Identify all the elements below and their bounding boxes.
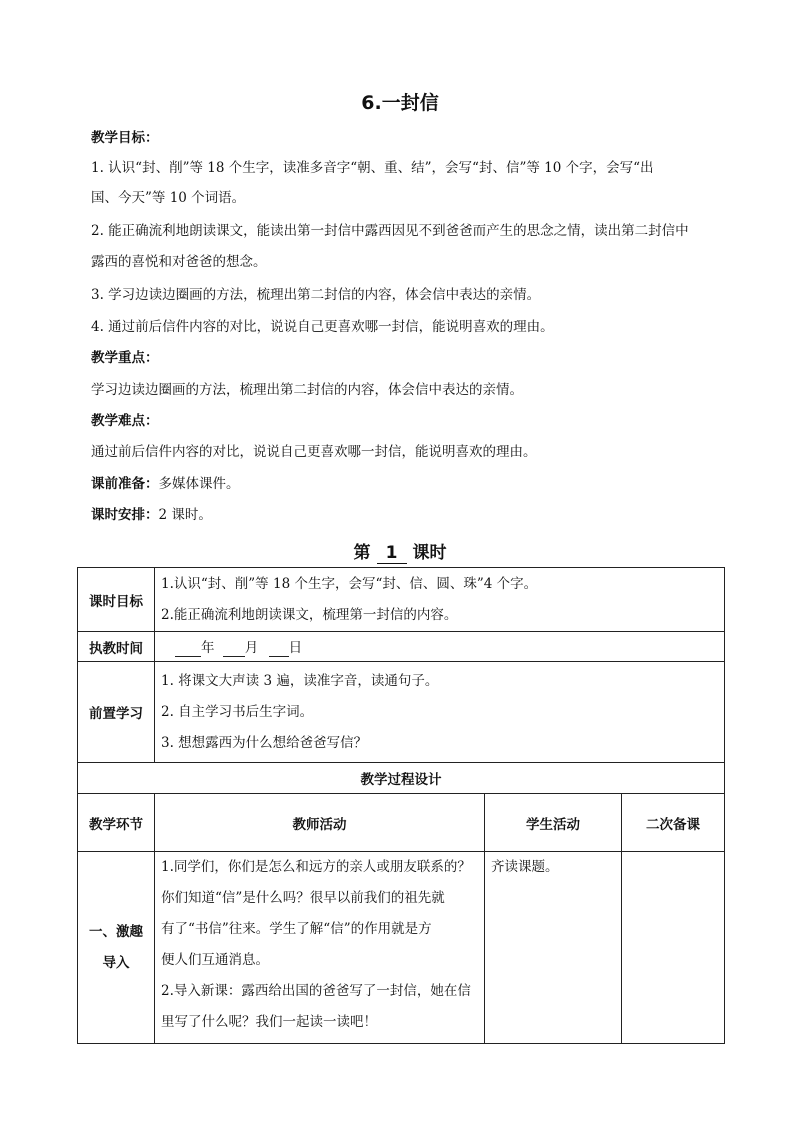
teacher-line-2: 你们知道“信”是什么吗？很早以前我们的祖先就 [161,890,445,906]
time-label: 执教时间 [78,632,155,662]
schedule-line [91,503,731,523]
pre-study-line-3: 3. 想想露西为什么想给爸爸写信？ [161,734,368,751]
header-student: 学生活动 [485,794,622,852]
header-notes: 二次备课 [622,794,725,852]
goal-content [155,568,725,632]
lesson-plan-table [77,567,725,1044]
header-stage: 教学环节 [78,794,155,852]
goal-item-4: 4. 通过前后信件内容的对比，说说自己更喜欢哪一封信，能说明喜欢的理由。 [91,319,554,335]
stage-cell [78,852,155,1044]
goal-item-2-line-1: 2. 能正确流利地朗读课文，能读出第一封信中露西因见不到爸爸而产生的思念之情，读出第二封信中 [91,223,689,239]
process-row [78,852,725,1044]
lesson-title [0,538,800,564]
pre-study-label: 前置学习 [78,662,155,763]
day-blank [269,640,289,657]
teacher-line-6: 里写了什么呢？我们一起读一读吧！ [161,1014,377,1030]
preparation-label: 课前准备： [91,476,159,492]
difficulties-text: 通过前后信件内容的对比，说说自己更喜欢哪一封信，能说明喜欢的理由。 [91,444,537,460]
goal-label: 课时目标 [78,568,155,632]
teacher-line-3: 有了“书信”往来。学生了解“信”的作用就是方 [161,921,432,937]
goal-line-2: 2.能正确流利地朗读课文，梳理第一封信的内容。 [161,606,458,623]
time-content [155,632,725,662]
page-title: 6.一封信 [361,92,439,114]
teacher-line-4: 便人们互通消息。 [161,952,269,968]
process-header-row [78,794,725,852]
pre-study-content [155,662,725,763]
year-blank [175,640,201,657]
lesson-suffix: 课时 [412,543,447,563]
key-points-text: 学习边读边圈画的方法，梳理出第二封信的内容，体会信中表达的亲情。 [91,382,523,398]
pre-study-line-2: 2. 自主学习书后生字词。 [161,703,314,720]
teacher-line-1: 1.同学们，你们是怎么和远方的亲人或朋友联系的？ [161,859,471,875]
schedule-value: 2 课时。 [158,507,212,523]
teacher-activity-cell [155,852,485,1044]
student-activity-cell [485,852,622,1044]
time-row [78,632,725,662]
goal-item-1-line-1: 1. 认识“封、削”等 18 个生字，读准多音字“朝、重、结”，会写“封、信”等 10 个字，会写“出 [91,160,654,176]
difficulties-heading: 教学难点： [91,413,159,429]
stage-line-1: 一、激趣 [89,923,143,940]
preparation-line [91,472,731,492]
month-label: 月 [244,640,259,656]
year-label: 年 [201,640,215,656]
notes-cell [622,852,725,1044]
goal-item-3: 3. 学习边读边圈画的方法，梳理出第二封信的内容，体会信中表达的亲情。 [91,287,541,303]
lesson-prefix: 第 [353,543,371,563]
lesson-number: 1 [377,543,407,564]
process-title: 教学过程设计 [78,763,725,794]
student-activity: 齐读课题。 [491,859,559,875]
schedule-label: 课时安排： [91,507,159,523]
goal-item-1-line-2: 国、今天”等 10 个词语。 [91,190,246,206]
header-teacher: 教师活动 [155,794,485,852]
process-title-row [78,763,725,794]
day-label: 日 [288,640,303,656]
pre-study-line-1: 1. 将课文大声读 3 遍，读准字音，读通句子。 [161,672,439,689]
goal-line-1: 1.认识“封、削”等 18 个生字，会写“封、信、圆、珠”4 个字。 [161,575,538,592]
pre-study-row [78,662,725,763]
month-blank [223,640,245,657]
preparation-value: 多媒体课件。 [158,476,240,492]
teacher-line-5: 2.导入新课：露西给出国的爸爸写了一封信，她在信 [161,983,471,999]
goal-row [78,568,725,632]
goals-heading: 教学目标： [91,130,159,146]
goal-item-2-line-2: 露西的喜悦和对爸爸的想念。 [91,254,267,270]
key-points-heading: 教学重点： [91,350,159,366]
stage-line-2: 导入 [102,954,130,971]
